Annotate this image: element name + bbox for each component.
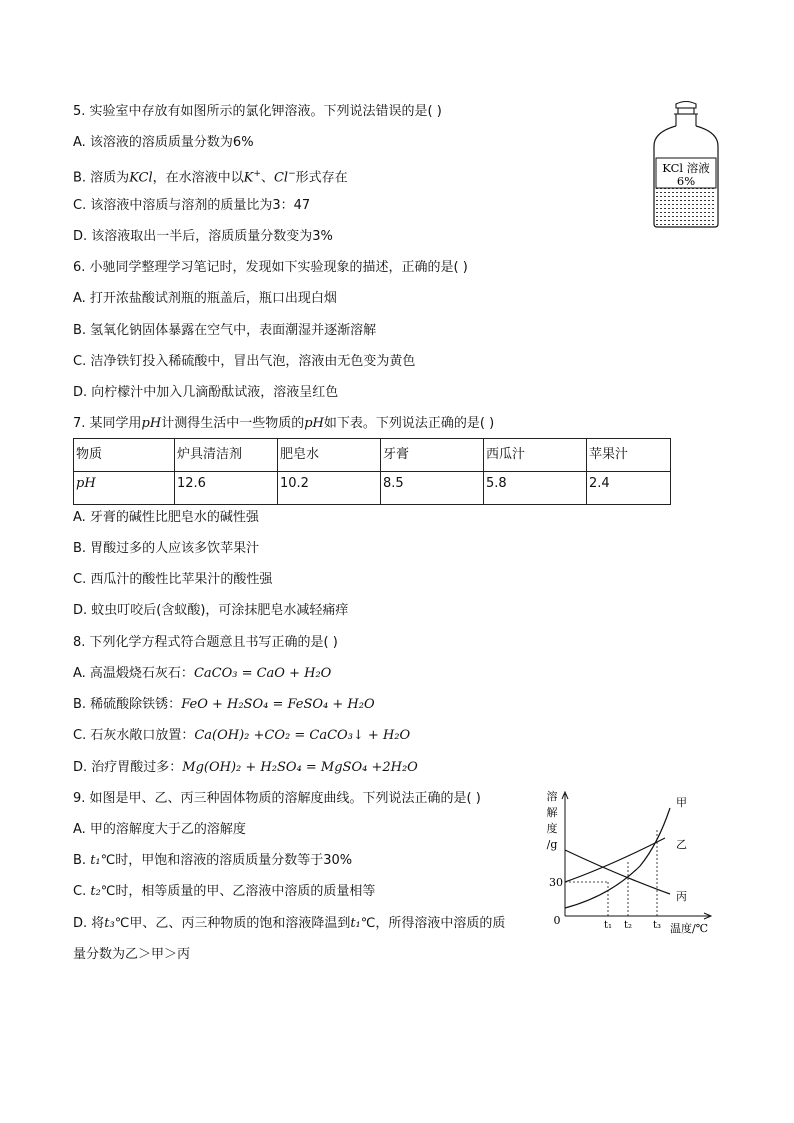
q9-c-prefix: C. bbox=[73, 884, 91, 899]
q7-stem bbox=[73, 415, 494, 433]
q5-option-d: D. 该溶液取出一半后，溶质质量分数变为3% bbox=[73, 229, 333, 244]
q7-stem-ph1: pH bbox=[141, 416, 162, 431]
q8-b-label: B. 稀硫酸除铁锈： bbox=[73, 697, 182, 712]
bottle-label-name: KCl 溶液 bbox=[662, 161, 710, 175]
x-tick-t2: t₂ bbox=[623, 920, 633, 931]
q7-stem-part3: 如下表。下列说法正确的是( ) bbox=[323, 416, 495, 431]
q7-stem-ph2: pH bbox=[304, 416, 324, 431]
q9-d-part2: ℃甲、乙、丙三种物质的饱和溶液降温到 bbox=[114, 916, 351, 931]
ph-table-cell: 8.5 bbox=[381, 472, 484, 505]
q9-d-t3: t₃ bbox=[104, 916, 115, 931]
q8-a-label: A. 高温煅烧石灰石： bbox=[73, 666, 194, 681]
ph-table-value-row bbox=[74, 472, 671, 505]
q7-stem-part2: 计测得生活中一些物质的 bbox=[161, 416, 305, 431]
q8-d-equation: Mg(OH)₂ + H₂SO₄ = MgSO₄ +2H₂O bbox=[182, 760, 418, 775]
q6-option-a: A. 打开浓盐酸试剂瓶的瓶盖后，瓶口出现白烟 bbox=[73, 291, 337, 306]
q9-b-prefix: B. bbox=[73, 853, 91, 868]
y-axis-label-1: 溶 bbox=[546, 790, 558, 803]
q7-option-c: C. 西瓜汁的酸性比苹果汁的酸性强 bbox=[73, 572, 273, 587]
ph-table-cell: pH bbox=[74, 472, 175, 505]
ph-table-header-cell: 炉具清洁剂 bbox=[175, 439, 278, 472]
q5-option-c: C. 该溶液中溶质与溶剂的质量比为3：47 bbox=[73, 198, 311, 213]
q6-option-b: B. 氢氧化钠固体暴露在空气中，表面潮湿并逐渐溶解 bbox=[73, 323, 377, 338]
ph-table-cell: 2.4 bbox=[587, 472, 671, 505]
q7-option-b: B. 胃酸过多的人应该多饮苹果汁 bbox=[73, 541, 260, 556]
x-tick-t3: t₃ bbox=[652, 920, 662, 931]
solubility-curve-figure bbox=[540, 786, 730, 938]
bottle-liquid bbox=[656, 188, 716, 225]
q8-option-b bbox=[73, 696, 375, 714]
series-label-jia: 甲 bbox=[676, 796, 687, 809]
q9-b-t1: t₁ bbox=[90, 853, 101, 868]
q9-option-b bbox=[73, 852, 352, 870]
q9-stem: 9. 如图是甲、乙、丙三种固体物质的溶解度曲线。下列说法正确的是( ) bbox=[73, 791, 481, 806]
q9-option-d bbox=[73, 915, 505, 933]
q5-b-kcl: KCl bbox=[129, 170, 153, 186]
curve-bing bbox=[565, 850, 670, 894]
ph-table-header-cell: 西瓜汁 bbox=[484, 439, 587, 472]
reagent-bottle-figure bbox=[648, 100, 724, 230]
series-label-yi: 乙 bbox=[676, 838, 687, 851]
q5-stem: 5. 实验室中存放有如图所示的氯化钾溶液。下列说法错误的是( ) bbox=[73, 104, 442, 119]
q5-b-suffix: 形式存在 bbox=[295, 170, 348, 186]
ph-table-header-row bbox=[74, 439, 671, 472]
ph-table-header-cell: 牙膏 bbox=[381, 439, 484, 472]
ph-table-header-cell: 物质 bbox=[74, 439, 175, 472]
ph-table-cell: 12.6 bbox=[175, 472, 278, 505]
q5-option-a: A. 该溶液的溶质质量分数为6% bbox=[73, 135, 254, 150]
q5-b-k: K bbox=[243, 170, 254, 186]
bottle-stopper bbox=[676, 102, 696, 109]
ph-table-header-cell: 肥皂水 bbox=[278, 439, 381, 472]
q5-b-cl-charge: − bbox=[288, 169, 296, 179]
q6-option-d: D. 向柠檬汁中加入几滴酚酞试液，溶液呈红色 bbox=[73, 385, 339, 400]
x-axis-label: 温度/℃ bbox=[670, 922, 709, 935]
q9-d-part3: ℃，所得溶液中溶质的质 bbox=[360, 916, 506, 931]
q7-option-d: D. 蚊虫叮咬后(含蚁酸)，可涂抹肥皂水减轻痛痒 bbox=[73, 603, 349, 618]
q5-option-b bbox=[73, 165, 348, 187]
y-tick-30: 30 bbox=[549, 876, 563, 889]
ph-table-cell: 10.2 bbox=[278, 472, 381, 505]
x-tick-t1: t₁ bbox=[603, 920, 613, 931]
q8-stem: 8. 下列化学方程式符合题意且书写正确的是( ) bbox=[73, 635, 338, 650]
q6-option-c: C. 洁净铁钉投入稀硫酸中，冒出气泡，溶液由无色变为黄色 bbox=[73, 354, 416, 369]
q7-option-a: A. 牙膏的碱性比肥皂水的碱性强 bbox=[73, 510, 259, 525]
bottle-label-percent: 6% bbox=[676, 174, 696, 188]
q5-b-prefix: B. 溶质为 bbox=[73, 170, 130, 186]
curve-jia bbox=[565, 808, 670, 908]
ph-table-header-cell: 苹果汁 bbox=[587, 439, 671, 472]
q7-stem-part1: 7. 某同学用 bbox=[73, 416, 142, 431]
q8-b-equation: FeO + H₂SO₄ = FeSO₄ + H₂O bbox=[181, 697, 375, 712]
y-axis-label-4: /g bbox=[546, 838, 558, 851]
y-axis-label-2: 解 bbox=[546, 806, 558, 819]
q8-option-c bbox=[73, 727, 410, 745]
q5-b-k-charge: + bbox=[253, 169, 261, 179]
q6-stem: 6. 小驰同学整理学习笔记时，发现如下实验现象的描述，正确的是( ) bbox=[73, 260, 468, 275]
q8-c-label: C. 石灰水敞口放置： bbox=[73, 728, 195, 743]
q9-option-d-cont: 量分数为乙＞甲＞丙 bbox=[73, 947, 191, 962]
q9-option-a: A. 甲的溶解度大于乙的溶解度 bbox=[73, 822, 246, 837]
q9-c-t2: t₂ bbox=[90, 884, 101, 899]
q9-d-part1: D. 将 bbox=[73, 916, 105, 931]
q8-a-equation: CaCO₃ = CaO + H₂O bbox=[193, 666, 332, 681]
q9-b-rest: ℃时，甲饱和溶液的溶质质量分数等于30% bbox=[100, 853, 353, 868]
q5-b-mid: ，在水溶液中以 bbox=[152, 170, 244, 186]
series-label-bing: 丙 bbox=[676, 890, 687, 903]
ph-table bbox=[73, 438, 671, 505]
origin-label: 0 bbox=[553, 914, 561, 927]
q8-option-d bbox=[73, 759, 418, 777]
q5-b-sep: 、 bbox=[260, 170, 274, 186]
ph-table-cell: 5.8 bbox=[484, 472, 587, 505]
q5-b-cl: Cl bbox=[273, 170, 289, 186]
q9-d-t1: t₁ bbox=[350, 916, 361, 931]
q9-c-rest: ℃时，相等质量的甲、乙溶液中溶质的质量相等 bbox=[100, 884, 376, 899]
q8-option-a bbox=[73, 665, 331, 683]
q8-d-label: D. 治疗胃酸过多： bbox=[73, 760, 183, 775]
curve-yi bbox=[565, 838, 665, 882]
q9-option-c bbox=[73, 883, 375, 901]
y-axis-label-3: 度 bbox=[546, 822, 558, 835]
q8-c-equation: Ca(OH)₂ +CO₂ = CaCO₃↓ + H₂O bbox=[194, 728, 411, 743]
